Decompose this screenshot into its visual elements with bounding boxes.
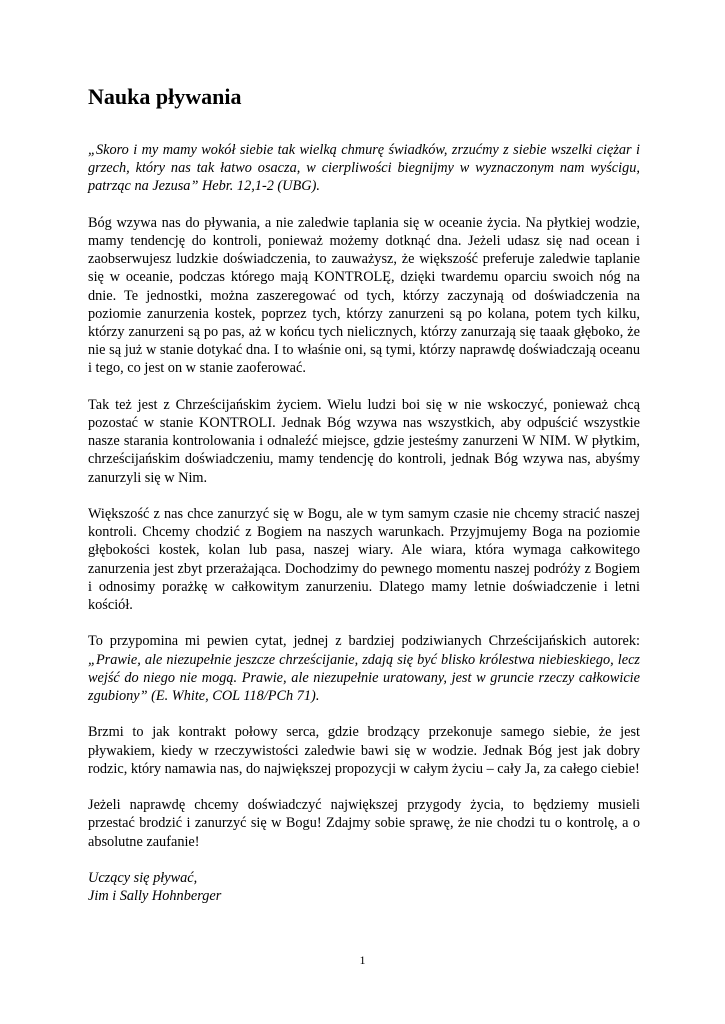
paragraph-6: Jeżeli naprawdę chcemy doświadczyć największej przygody życia, to będziemy musieli przestać brodzić i zanurzyć się w Bogu! Zdajmy sobie sprawę, że nie chodzi tu o kontrolę, a o absolutne zaufanie! <box>88 797 640 850</box>
paragraph-2: Tak też jest z Chrześcijańskim życiem. Wielu ludzi boi się w nie wskoczyć, ponieważ chcą pozostać w stanie KONTROLI. Jednak Bóg wzywa nas wszystkich, aby odpuścić wszystkie nasze starania kontrolowania i odnaleźć miejsce, gdzie jesteśmy zanurzeni W NIM. W płytkim, chrześcijańskim doświadczeniu, mamy tendencję do kontroli, jednak Bóg wzywa nas, abyśmy zanurzyli się w Nim. <box>88 396 640 486</box>
document-page <box>88 84 640 905</box>
signature-line-2: Jim i Sally Hohnberger <box>88 888 222 905</box>
document-title: Nauka pływania <box>88 84 242 109</box>
paragraph-1: Bóg wzywa nas do pływania, a nie zaledwie taplania się w oceanie życia. Na płytkiej wodzie, mamy tendencję do kontroli, ponieważ możemy dotknąć dna. Jeżeli udasz się nad ocean i zaobserwujesz ludzkie doświadczenia, to zauważysz, że większość preferuje zaledwie taplanie się w oceanie, podczas którego mają KONTROLĘ, dzięki twardemu oparciu swoich nóg na dnie. Te jednostki, można zaszeregować od tych, którzy zaczynają od doświadczenia na poziomie zanurzenia kostek, poprzez tych, którzy zanurzeni są po kolana, potem tych kilku, którzy zanurzeni są po pas, aż w końcu tych nielicznych, którzy zanurzają się taaak głęboko, że nie są już w stanie dotykać dna. I to właśnie oni, są tymi, którzy naprawdę doświadczają oceanu i tego, co jest on w stanie zaoferować. <box>88 214 640 377</box>
signature-line-1: Uczący się pływać, <box>88 870 198 887</box>
paragraph-5: Brzmi to jak kontrakt połowy serca, gdzie brodzący przekonuje samego siebie, że jest pływakiem, kiedy w rzeczywistości zaledwie bawi się w wodzie. Jednak Bóg jest jak dobry rodzic, który namawia nas, do największej propozycji w całym życiu – cały Ja, za całego ciebie! <box>88 724 640 777</box>
paragraph-4-lead: To przypomina mi pewien cytat, jednej z bardziej podziwianych Chrześcijańskich autorek: <box>88 633 640 650</box>
intro-bible-quote: „Skoro i my mamy wokół siebie tak wielką chmurę świadków, zrzućmy z siebie wszelki ciężar i grzech, który nas tak łatwo osacza, w cierpliwości biegnijmy w wyznaczonym nam wyścigu, patrząc na Jezusa” Hebr. 12,1-2 (UBG). <box>88 142 640 195</box>
paragraph-4-quote: „Prawie, ale niezupełnie jeszcze chrześcijanie, zdają się być blisko królestwa niebieskiego, lecz wejść do niego nie mogą. Prawie, ale niezupełnie uratowany, jest w gruncie rzeczy całkowicie zgubiony” (E. White, COL 118/PCh 71). <box>88 651 640 705</box>
page-number: 1 <box>359 953 366 967</box>
paragraph-3: Większość z nas chce zanurzyć się w Bogu, ale w tym samym czasie nie chcemy stracić naszej kontroli. Chcemy chodzić z Bogiem na naszych warunkach. Przyjmujemy Boga na poziomie głębokości kostek, kolan lub pasa, naszej wiary. Ale wiara, która wymaga całkowitego zanurzenia jest zbyt przerażająca. Dochodzimy do pewnego momentu naszej podróży z Bogiem i odnosimy porażkę w całkowitym zanurzeniu. Dlatego mamy letnie doświadczenie i letni kościół. <box>88 506 640 614</box>
paragraph-4 <box>88 632 640 705</box>
